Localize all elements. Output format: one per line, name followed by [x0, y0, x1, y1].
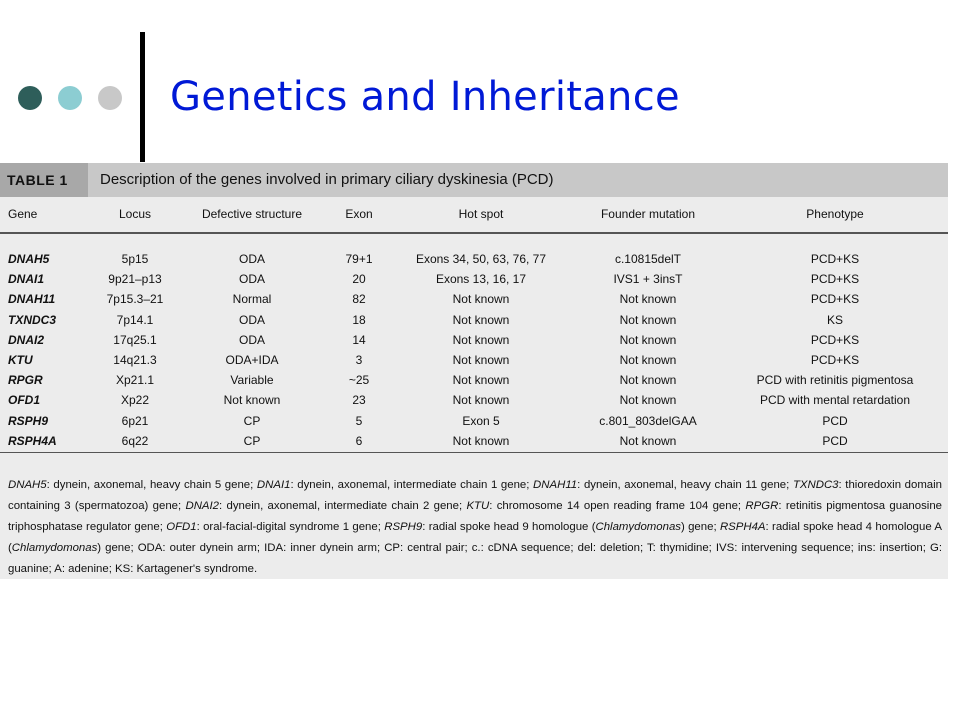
- cell-gene: DNAI2: [8, 332, 45, 347]
- footnote-text: : radial spoke head 9 homologue (: [422, 521, 596, 533]
- cell-exon: 3: [355, 353, 363, 367]
- cell-phenotype: PCD+KS: [810, 252, 860, 266]
- cell-locus: 6q22: [121, 433, 149, 448]
- cell-locus: Xp21.1: [115, 373, 155, 388]
- cell-exon: ~25: [348, 373, 370, 388]
- footnote-gene-term: DNAI1: [256, 479, 291, 491]
- footnote-text: : retinitis pigmentosa guanosine triphosphatase regulator gene;: [8, 500, 942, 533]
- table-caption-bar: [0, 163, 948, 197]
- cell-exon: 82: [352, 292, 366, 307]
- cell-exon: 79+1: [345, 252, 373, 266]
- header-locus: Locus: [118, 207, 152, 221]
- header-phenotype: Phenotype: [806, 207, 864, 221]
- cell-gene: DNAI1: [8, 272, 45, 287]
- cell-exon: 6: [355, 433, 363, 448]
- footnote-gene-term: RSPH4A: [719, 521, 766, 533]
- cell-gene: RPGR: [8, 373, 43, 388]
- footnote-gene-term: DNAH11: [533, 479, 578, 491]
- footnote-text: : dynein, axonemal, heavy chain 5 gene;: [46, 479, 257, 491]
- header-defective-structure: Defective structure: [201, 207, 303, 221]
- table-panel: [0, 163, 948, 579]
- footnote-gene-term: Chlamydomonas: [11, 542, 98, 554]
- header-gene: Gene: [8, 207, 38, 221]
- cell-locus: 14q21.3: [113, 353, 157, 367]
- cell-hot-spot: Exon 5: [462, 413, 500, 428]
- cell-defective-structure: ODA: [238, 312, 265, 327]
- cell-hot-spot: Not known: [452, 373, 510, 388]
- cell-phenotype: PCD: [822, 433, 848, 448]
- cell-locus: 6p21: [121, 413, 149, 428]
- footnote-gene-term: OFD1: [166, 521, 197, 533]
- cell-defective-structure: Normal: [232, 292, 272, 307]
- cell-hot-spot: Exons 13, 16, 17: [435, 272, 527, 287]
- footnote-text: : oral-facial-digital syndrome 1 gene;: [196, 521, 385, 533]
- cell-founder-mutation: Not known: [619, 332, 677, 347]
- cell-founder-mutation: Not known: [619, 373, 677, 388]
- circle-dot-icon: [18, 86, 42, 110]
- cell-locus: 5p15: [121, 252, 149, 266]
- table-header-row: [0, 207, 948, 225]
- cell-gene: TXNDC3: [8, 312, 57, 327]
- cell-hot-spot: Not known: [452, 433, 510, 448]
- cell-defective-structure: CP: [243, 433, 261, 448]
- cell-locus: 17q25.1: [113, 332, 157, 347]
- cell-defective-structure: ODA: [238, 252, 265, 266]
- table-label: TABLE 1: [0, 163, 88, 197]
- footnote-text: : dynein, axonemal, intermediate chain 1 gene;: [290, 479, 534, 491]
- table-row: [0, 333, 948, 351]
- table-row: [0, 393, 948, 411]
- cell-defective-structure: ODA: [238, 272, 265, 287]
- cell-founder-mutation: Not known: [619, 353, 677, 367]
- cell-phenotype: PCD with mental retardation: [759, 393, 911, 408]
- cell-phenotype: PCD: [822, 413, 848, 428]
- cell-defective-structure: ODA+IDA: [225, 353, 279, 367]
- cell-defective-structure: ODA: [238, 332, 265, 347]
- cell-founder-mutation: Not known: [619, 292, 677, 307]
- cell-phenotype: PCD with retinitis pigmentosa: [756, 373, 914, 388]
- table-row: [0, 292, 948, 310]
- table-footnote: [8, 475, 942, 580]
- cell-gene: DNAH5: [8, 252, 50, 266]
- cell-defective-structure: Not known: [223, 393, 281, 408]
- cell-exon: 14: [352, 332, 366, 347]
- footnote-gene-term: DNAI2: [185, 500, 220, 512]
- cell-founder-mutation: c.10815delT: [614, 252, 682, 266]
- table-row: [0, 313, 948, 331]
- cell-locus: 7p15.3–21: [106, 292, 164, 307]
- cell-hot-spot: Not known: [452, 332, 510, 347]
- footnote-text: : thioredoxin domain containing 3 (spermatozoa) gene;: [8, 479, 943, 512]
- cell-founder-mutation: c.801_803delGAA: [599, 413, 697, 428]
- cell-locus: 9p21–p13: [108, 272, 162, 287]
- circle-dot-icon: [58, 86, 82, 110]
- footnote-gene-term: TXNDC3: [792, 479, 839, 491]
- footnote-gene-term: KTU: [466, 500, 490, 512]
- cell-gene: KTU: [8, 353, 33, 367]
- cell-exon: 18: [352, 312, 366, 327]
- table-row: [0, 353, 948, 371]
- cell-hot-spot: Exons 34, 50, 63, 76, 77: [415, 252, 547, 266]
- footnote-text: : dynein, axonemal, intermediate chain 2 gene;: [219, 500, 467, 512]
- table-row: [0, 373, 948, 391]
- cell-hot-spot: Not known: [452, 292, 510, 307]
- cell-phenotype: PCD+KS: [810, 332, 860, 347]
- cell-hot-spot: Not known: [452, 393, 510, 408]
- cell-defective-structure: CP: [243, 413, 261, 428]
- cell-phenotype: PCD+KS: [810, 353, 860, 367]
- footnote-gene-term: Chlamydomonas: [595, 521, 681, 533]
- header-exon: Exon: [345, 207, 373, 221]
- footnote-text: ) gene; ODA: outer dynein arm; IDA: inner dynein arm; CP: central pair; c.: cDNA sequence; del: deletion; T: thymidine; IVS: intervening sequence; ins: insertion; G: guanine; A: adenine; KS: Kartagener's syndrome.: [8, 542, 942, 575]
- footnote-text: : dynein, axonemal, heavy chain 11 gene;: [577, 479, 793, 491]
- footnote-text: : radial spoke head 4 homologue A (: [8, 521, 942, 554]
- footnote-rule: [0, 452, 948, 453]
- table-row: [0, 414, 948, 432]
- footnote-gene-term: RPGR: [745, 500, 779, 512]
- cell-exon: 5: [355, 413, 363, 428]
- table-row: [0, 434, 948, 452]
- slide-title: Genetics and Inheritance: [170, 74, 680, 120]
- header-rule: [0, 232, 948, 234]
- cell-phenotype: PCD+KS: [810, 292, 860, 307]
- cell-founder-mutation: Not known: [619, 393, 677, 408]
- cell-founder-mutation: Not known: [619, 312, 677, 327]
- footnote-text: ) gene;: [680, 521, 720, 533]
- circle-dot-icon: [98, 86, 122, 110]
- cell-exon: 20: [352, 272, 366, 287]
- cell-exon: 23: [352, 393, 366, 408]
- title-divider: [140, 32, 145, 162]
- cell-founder-mutation: Not known: [619, 433, 677, 448]
- cell-phenotype: PCD+KS: [810, 272, 860, 287]
- table-caption: Description of the genes involved in primary ciliary dyskinesia (PCD): [100, 171, 554, 188]
- footnote-gene-term: DNAH5: [8, 479, 47, 491]
- table-row: [0, 252, 948, 270]
- cell-hot-spot: Not known: [452, 312, 510, 327]
- cell-hot-spot: Not known: [452, 353, 510, 367]
- cell-phenotype: KS: [826, 312, 843, 327]
- cell-founder-mutation: IVS1 + 3insT: [613, 272, 683, 287]
- header-founder-mutation: Founder mutation: [600, 207, 696, 221]
- cell-gene: DNAH11: [8, 292, 56, 307]
- footnote-gene-term: RSPH9: [384, 521, 423, 533]
- cell-gene: RSPH9: [8, 413, 49, 428]
- header-hot-spot: Hot spot: [458, 207, 504, 221]
- cell-gene: OFD1: [8, 393, 41, 408]
- cell-locus: 7p14.1: [116, 312, 154, 327]
- cell-defective-structure: Variable: [230, 373, 274, 388]
- table-row: [0, 272, 948, 290]
- cell-gene: RSPH4A: [8, 433, 57, 448]
- cell-locus: Xp22: [120, 393, 150, 408]
- footnote-text: : chromosome 14 open reading frame 104 gene;: [489, 500, 746, 512]
